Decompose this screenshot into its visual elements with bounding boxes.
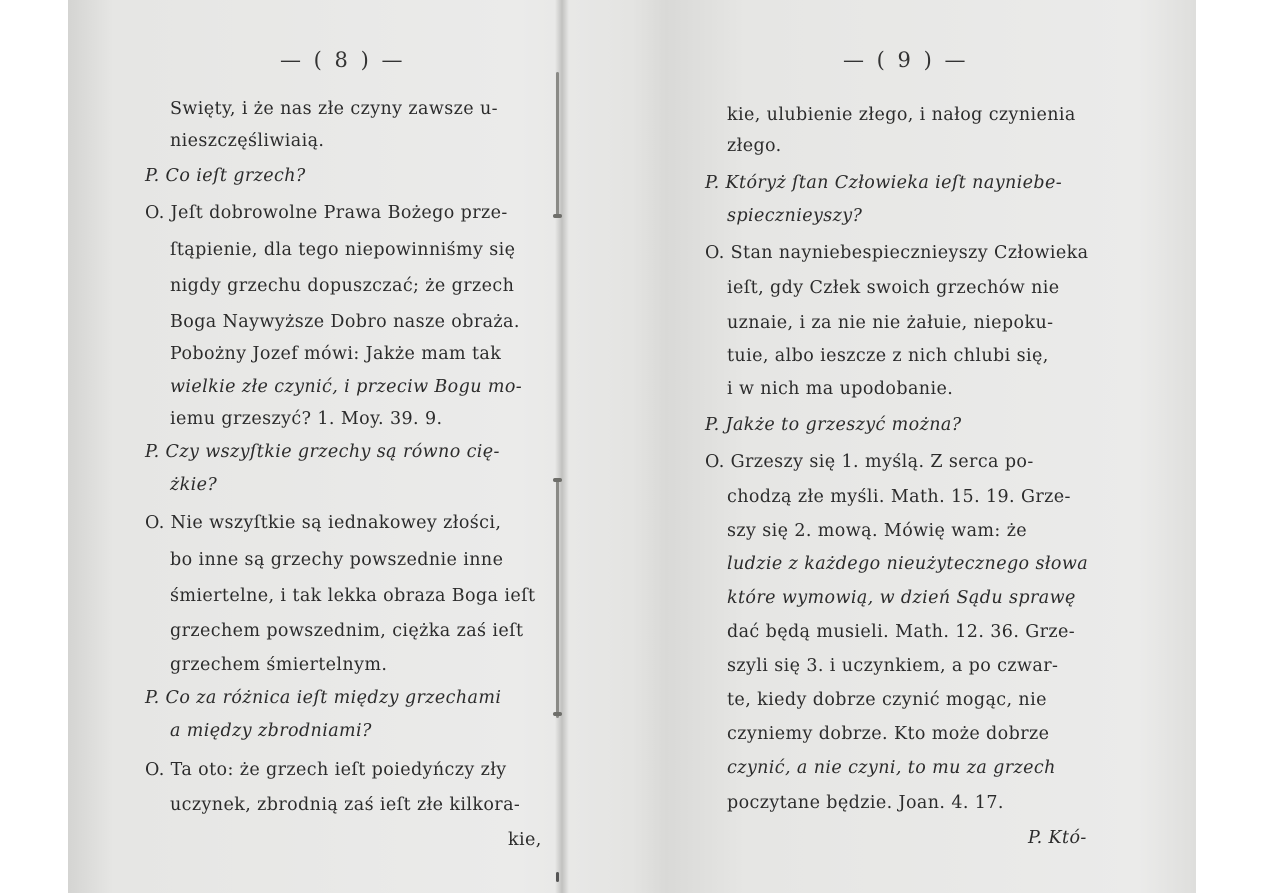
right-page	[625, 0, 1135, 893]
text-line: a między zbrodniami?	[170, 721, 372, 741]
text-line: czyniemy dobrze. Kto może dobrze	[727, 724, 1050, 744]
text-line: które wymowią, w dzień Sądu sprawę	[727, 588, 1076, 608]
catchword: kie,	[508, 830, 542, 850]
question-line: P. Co za różnica ieſt między grzechami	[145, 688, 502, 708]
text-line: grzechem śmiertelnym.	[170, 655, 388, 675]
text-line: czynić, a nie czyni, to mu za grzech	[727, 758, 1056, 778]
text-line: ſtąpienie, dla tego niepowinniśmy się	[170, 240, 516, 260]
text-line: nieszczęśliwiaią.	[170, 131, 325, 151]
text-line: chodzą złe myśli. Math. 15. 19. Grze-	[727, 487, 1071, 507]
text-line: Boga Naywyższe Dobro nasze obraża.	[170, 312, 520, 332]
question-line: P. Czy wszyſtkie grzechy są równo cię-	[145, 442, 500, 462]
text-line: ludzie z każdego nieużytecznego słowa	[727, 554, 1089, 574]
question-line: P. Jakże to grzeszyć można?	[705, 415, 962, 435]
catchword: P. Któ-	[1028, 828, 1087, 848]
answer-line: O. Nie wszyſtkie są iednakowey złości,	[145, 513, 502, 533]
text-line: tuie, albo ieszcze z nich chlubi się,	[727, 346, 1049, 366]
text-line: nigdy grzechu dopuszczać; że grzech	[170, 276, 515, 296]
text-line: Pobożny Jozef mówi: Jakże mam tak	[170, 344, 502, 364]
text-line: te, kiedy dobrze czynić mogąc, nie	[727, 690, 1047, 710]
answer-line: O. Jeſt dobrowolne Prawa Bożego prze-	[145, 203, 508, 223]
page-number: — ( 9 ) —	[843, 48, 969, 72]
text-line: dać będą musieli. Math. 12. 36. Grze-	[727, 622, 1076, 642]
text-line: ieſt, gdy Człek swoich grzechów nie	[727, 278, 1060, 298]
page-number: — ( 8 ) —	[280, 48, 406, 72]
text-line: i w nich ma upodobanie.	[727, 379, 954, 399]
left-page	[70, 0, 570, 893]
text-line: śmiertelne, i tak lekka obraza Boga ieſt	[170, 586, 536, 606]
text-line: złego.	[727, 136, 782, 156]
text-line: iemu grzeszyć? 1. Moy. 39. 9.	[170, 409, 443, 429]
text-line: Swięty, i że nas złe czyny zawsze u-	[170, 99, 498, 119]
answer-line: O. Stan nayniebespiecznieyszy Człowieka	[705, 243, 1089, 263]
answer-line: O. Ta oto: że grzech ieſt poiedyńczy zły	[145, 760, 507, 780]
text-line: uznaie, i za nie nie żałuie, niepoku-	[727, 313, 1054, 333]
question-line: P. Któryż ſtan Człowieka ieſt nayniebe-	[705, 173, 1063, 193]
answer-line: O. Grzeszy się 1. myślą. Z serca po-	[705, 452, 1034, 472]
text-line: szy się 2. mową. Mówię wam: że	[727, 521, 1028, 541]
text-line: bo inne są grzechy powszednie inne	[170, 550, 504, 570]
text-line: spiecznieyszy?	[727, 206, 863, 226]
text-line: wielkie złe czynić, i przeciw Bogu mo-	[170, 377, 523, 397]
question-line: P. Co ieſt grzech?	[145, 166, 306, 186]
text-line: poczytane będzie. Joan. 4. 17.	[727, 793, 1004, 813]
text-line: kie, ulubienie złego, i nałog czynienia	[727, 105, 1076, 125]
text-line: szyli się 3. i uczynkiem, a po czwar-	[727, 656, 1059, 676]
text-line: grzechem powszednim, ciężka zaś ieſt	[170, 621, 524, 641]
text-line: uczynek, zbrodnią zaś ieſt złe kilkora-	[170, 795, 521, 815]
text-line: żkie?	[170, 475, 218, 495]
